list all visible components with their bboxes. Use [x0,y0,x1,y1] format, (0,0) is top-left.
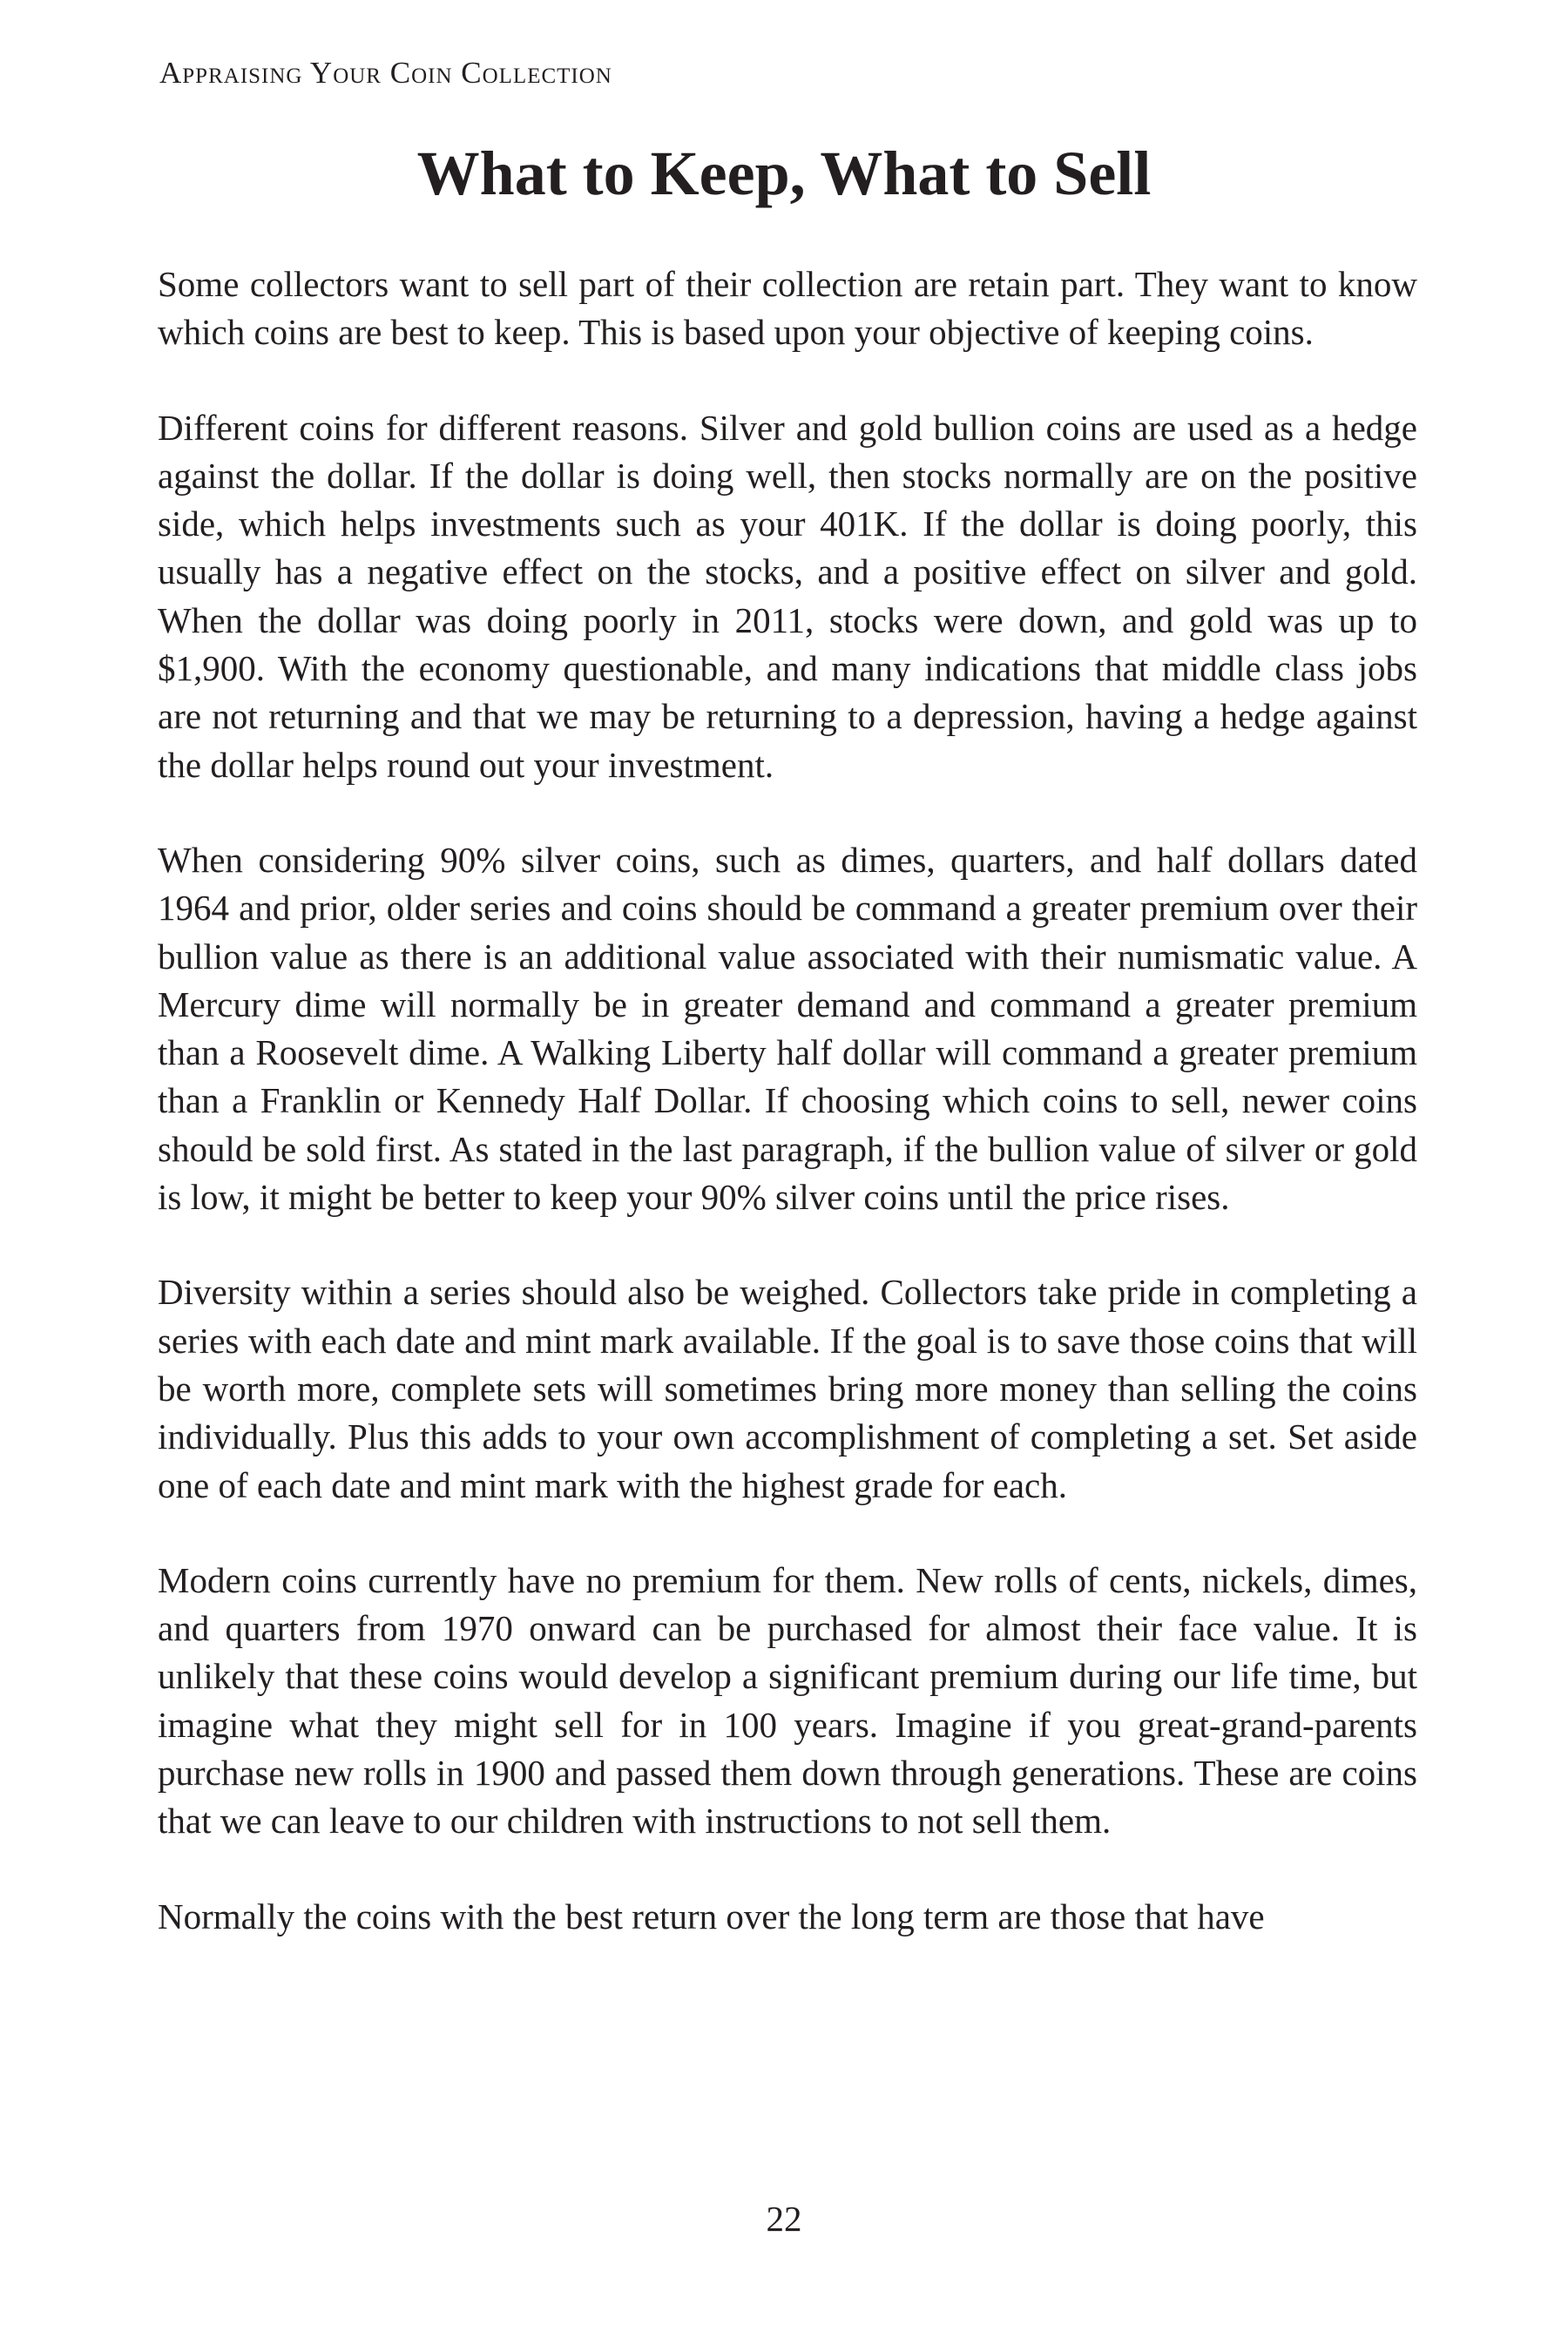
paragraph-series-diversity: Diversity within a series should also be weighed. Collectors take pride in completing a series with each date and mint mark available. If the goal is to save those coins that will be worth more, complete sets will sometimes bring more money than selling the coins individually. Plus this adds to your own accomplishment of completing a set. Set aside one of each date and mint mark with the highest grade for each. [158,1272,1417,1505]
body-text [158,260,1417,1941]
chapter-title: What to Keep, What to Sell [416,139,1152,208]
paragraph-bullion-hedge: Different coins for different reasons. Silver and gold bullion coins are used as a hedge against the dollar. If the dollar is doing well, then stocks normally are on the positive side, which helps investments such as your 401K. If the dollar is doing poorly, this usually has a negative effect on the stocks, and a positive effect on silver and gold. When the dollar was doing poorly in 2011, stocks were down, and gold was up to $1,900. With the economy questionable, and many indications that middle class jobs are not returning and that we may be returning to a depression, having a hedge against the dollar helps round out your investment. [158,407,1417,785]
paragraph-long-term-return: Normally the coins with the best return over the long term are those that have [158,1896,1265,1936]
running-header: Appraising Your Coin Collection [159,56,612,90]
paragraph-modern-coins: Modern coins currently have no premium for them. New rolls of cents, nickels, dimes, and quarters from 1970 onward can be purchased for almost their face value. It is unlikely that these coins would develop a significant premium during our life time, but imagine what they might sell for in 100 years. Imagine if you great-grand-parents purchase new rolls in 1900 and passed them down through generations. These are coins that we can leave to our children with instructions to not sell them. [158,1559,1417,1842]
page-number: 22 [766,2199,802,2239]
paragraph-keep-or-sell: Some collectors want to sell part of their collection are retain part. They want to know which coins are best to keep. This is based upon your objective of keeping coins. [158,264,1417,353]
paragraph-90-percent-silver: When considering 90% silver coins, such as dimes, quarters, and half dollars dated 1964 and prior, older series and coins should be command a greater premium over their bullion value as there is an additional value associated with their numismatic value. A Mercury dime will normally be in greater demand and command a greater premium than a Roosevelt dime. A Walking Liberty half dollar will command a greater premium than a Franklin or Kennedy Half Dollar. If choosing which coins to sell, newer coins should be sold first. As stated in the last paragraph, if the bullion value of silver or gold is low, it might be better to keep your 90% silver coins until the price rises. [158,839,1417,1218]
